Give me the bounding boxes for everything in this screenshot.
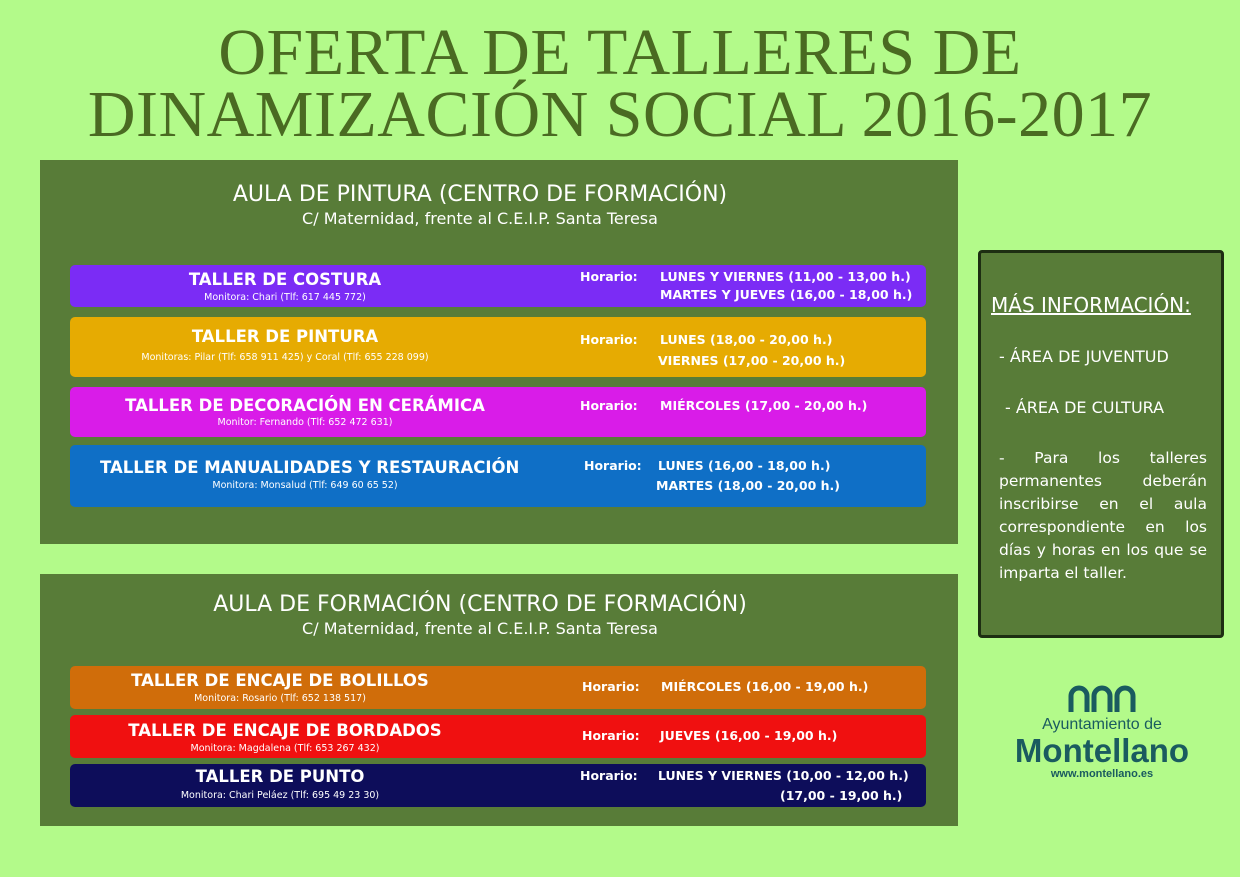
taller-name: TALLER DE MANUALIDADES Y RESTAURACIÓN xyxy=(100,458,520,477)
taller-manualidades-bar xyxy=(70,445,926,507)
ayuntamiento-logo xyxy=(1008,684,1196,794)
horario-line-2: (17,00 - 19,00 h.) xyxy=(780,788,903,803)
taller-name: TALLER DE ENCAJE DE BOLILLOS xyxy=(131,671,429,690)
taller-monitor: Monitor: Fernando (Tlf: 652 472 631) xyxy=(217,417,393,428)
taller-pintura-bar xyxy=(70,317,926,377)
mas-informacion-box xyxy=(978,250,1224,638)
taller-monitor: Monitora: Magdalena (Tlf: 653 267 432) xyxy=(190,743,380,754)
aula-formacion-panel xyxy=(40,574,958,826)
horario-line-1: LUNES Y VIERNES (11,00 - 13,00 h.) xyxy=(660,269,911,284)
taller-name: TALLER DE DECORACIÓN EN CERÁMICA xyxy=(125,396,485,415)
taller-name: TALLER DE PINTURA xyxy=(191,327,379,346)
taller-monitor: Monitora: Monsalud (Tlf: 649 60 65 52) xyxy=(212,480,398,491)
taller-monitor: Monitora: Rosario (Tlf: 652 138 517) xyxy=(194,693,366,704)
horario-label: Horario: xyxy=(580,332,638,347)
page-title xyxy=(0,16,1240,151)
horario-label: Horario: xyxy=(584,458,642,473)
horario-label: Horario: xyxy=(580,269,638,284)
taller-name: TALLER DE PUNTO xyxy=(195,767,365,786)
horario-line-1: JUEVES (16,00 - 19,00 h.) xyxy=(660,728,838,743)
horario-line-2: VIERNES (17,00 - 20,00 h.) xyxy=(658,353,846,368)
info-item-juventud: - ÁREA DE JUVENTUD xyxy=(999,347,1169,366)
horario-label: Horario: xyxy=(582,679,640,694)
horario-line-1: LUNES (18,00 - 20,00 h.) xyxy=(660,332,833,347)
info-title: MÁS INFORMACIÓN: xyxy=(991,293,1191,317)
aula-address: C/ Maternidad, frente al C.E.I.P. Santa Teresa xyxy=(302,619,658,638)
aula-header xyxy=(40,592,920,638)
horario-label: Horario: xyxy=(582,728,640,743)
aula-name: AULA DE FORMACIÓN (CENTRO DE FORMACIÓN) xyxy=(213,592,747,617)
aula-pintura-panel xyxy=(40,160,958,544)
horario-line-1: LUNES (16,00 - 18,00 h.) xyxy=(658,458,831,473)
title-line-2: DINAMIZACIÓN SOCIAL 2016-2017 xyxy=(87,78,1153,151)
horario-line-1: LUNES Y VIERNES (10,00 - 12,00 h.) xyxy=(658,768,909,783)
taller-monitor: Monitoras: Pilar (Tlf: 658 911 425) y Coral (Tlf: 655 228 099) xyxy=(141,352,429,363)
logo-line-2: Montellano xyxy=(1014,732,1190,769)
taller-bolillos-bar xyxy=(70,666,926,709)
horario-line-1: MIÉRCOLES (17,00 - 20,00 h.) xyxy=(660,398,868,413)
horario-label: Horario: xyxy=(580,768,638,783)
taller-monitor: Monitora: Chari Peláez (Tlf: 695 49 23 30) xyxy=(180,790,380,801)
taller-name: TALLER DE COSTURA xyxy=(188,270,382,289)
logo-url: www.montellano.es xyxy=(1050,768,1154,780)
taller-costura-bar xyxy=(70,265,926,307)
taller-punto-bar xyxy=(70,764,926,807)
taller-bordados-bar xyxy=(70,715,926,758)
horario-line-2: MARTES (18,00 - 20,00 h.) xyxy=(656,478,840,493)
logo-line-1: Ayuntamiento de xyxy=(1042,716,1162,733)
info-item-cultura: - ÁREA DE CULTURA xyxy=(1005,398,1165,417)
horario-line-1: MIÉRCOLES (16,00 - 19,00 h.) xyxy=(661,679,869,694)
aula-name: AULA DE PINTURA (CENTRO DE FORMACIÓN) xyxy=(232,182,728,207)
info-note: - Para los talleres permanentes deberán inscribirse en el aula correspondiente en los días y horas en los que se imparta el taller. xyxy=(999,449,1207,582)
horario-line-2: MARTES Y JUEVES (16,00 - 18,00 h.) xyxy=(660,287,913,302)
title-line-1: OFERTA DE TALLERES DE xyxy=(218,16,1022,89)
taller-name: TALLER DE ENCAJE DE BORDADOS xyxy=(128,721,442,740)
taller-ceramica-bar xyxy=(70,387,926,437)
aula-address: C/ Maternidad, frente al C.E.I.P. Santa Teresa xyxy=(302,209,658,228)
arches-logo-icon xyxy=(1067,684,1137,712)
aula-header xyxy=(40,182,920,228)
horario-label: Horario: xyxy=(580,398,638,413)
taller-monitor: Monitora: Chari (Tlf: 617 445 772) xyxy=(204,292,366,303)
